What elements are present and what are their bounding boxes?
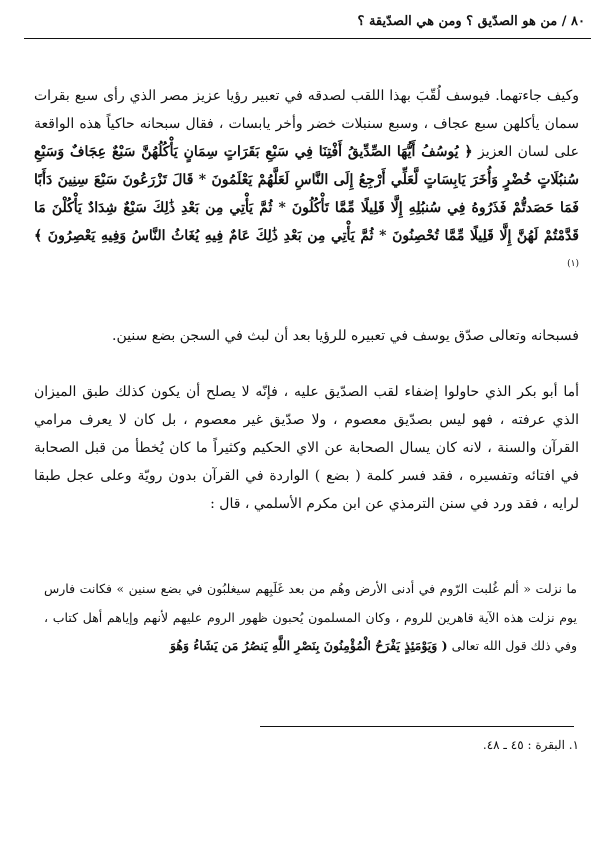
quran-verse-rum: ( وَيَوْمَئِذٍ يَفْرَحُ الْمُؤْمِنُونَ بِنَصْرِ اللَّهِ يَنصُرُ مَن يَشَاءُ وَهُوَ <box>169 638 448 653</box>
paragraph-conclusion: فسبحانه وتعالى صدّق يوسف في تعبيره للرؤيا بعد أن لبث في السجن بضع سنين. <box>112 328 579 344</box>
footnote-rule <box>260 726 574 727</box>
quran-verse-yusuf: ﴿ يُوسُفُ أَيُّهَا الصِّدِّيقُ أَفْتِنَا فِي سَبْعِ بَقَرَاتٍ سِمَانٍ يَأْكُلُهُنَّ سَبْعٌ عِجَافٌ وَسَبْعِ سُنبُلَاتٍ خُضْرٍ وَأُخَرَ يَابِسَاتٍ لَّعَلِّي أَرْجِعُ إِلَى النَّاسِ لَعَلَّهُمْ يَعْلَمُونَ * قَالَ تَزْرَعُونَ سَبْعَ سِنِينَ دَأَبًا فَمَا حَصَدتُّمْ فَذَرُوهُ فِي سُنبُلِهِ إِلَّا قَلِيلًا مِّمَّا تَأْكُلُونَ * ثُمَّ يَأْتِي مِن بَعْدِ ذَٰلِكَ سَبْعٌ شِدَادٌ يَأْكُلْنَ مَا قَدَّمْتُمْ لَهُنَّ إِلَّا قَلِيلًا مِّمَّا تُحْصِنُونَ * ثُمَّ يَأْتِي مِن بَعْدِ ذَٰلِكَ عَامٌ فِيهِ يُغَاثُ النَّاسُ وَفِيهِ يَعْصِرُونَ ﴾ <box>34 144 579 244</box>
paragraph-yusuf-intro: وكيف جاءتهما. فيوسف لُقّبَ بهذا اللقب لصدقه في تعبير رؤيا عزيز مصر الذي رأى سبع بقرات سمان يأكلهن سبع عجاف ، وسبع سنبلات خضر وأخر يابسات ، فقال سبحانه حاكياً هذه الواقعة على لسان العزيز <box>34 88 579 160</box>
footnote-reference[interactable]: (١) <box>567 259 579 269</box>
header-rule <box>24 38 591 39</box>
paragraph-yusuf <box>34 82 579 282</box>
paragraph-abu-bakr: أما أبو بكر الذي حاولوا إضفاء لقب الصدّيق عليه ، فإنّه لا يصلح أن يكون كذلك طبق الميزان الذي عرفته ، فهو ليس بصدّيق معصوم ، ولا صدّيق غير معصوم ، بل كان لا يعرف مرامي القرآن والسنة ، لانه كان يسال الصحابة عن الاي الحكيم وكثيراً ما كان يُخطأ من قبل الصحابة في افتائه وتفسيره ، فقد فسر كلمة ( بضع ) الواردة في القرآن بدون رويّة وعلى عجل طبقا لرايه ، فقد ورد في سنن الترمذي عن ابن مكرم الأسلمي ، قال : <box>34 384 579 512</box>
footnote: ١. البقرة : ٤٥ ـ ٤٨. <box>482 738 579 752</box>
hadith-quote <box>44 575 577 661</box>
hadith-text: ما نزلت « ألم غُلبت الرّوم في أدنى الأرض وهُم من بعد غَلَبِهم سيغلبُون في بضع سنين » فكانت فارس يوم نزلت هذه الآية قاهرين للروم ، وكان المسلمون يُحبون ظهور الروم عليهم لأنهم وإياهم أهل كتاب ، وفي ذلك قول الله تعالى <box>44 581 577 653</box>
running-header: ٨٠ / من هو الصدّيق ؟ ومن هي الصدّيقة ؟ <box>357 14 585 29</box>
